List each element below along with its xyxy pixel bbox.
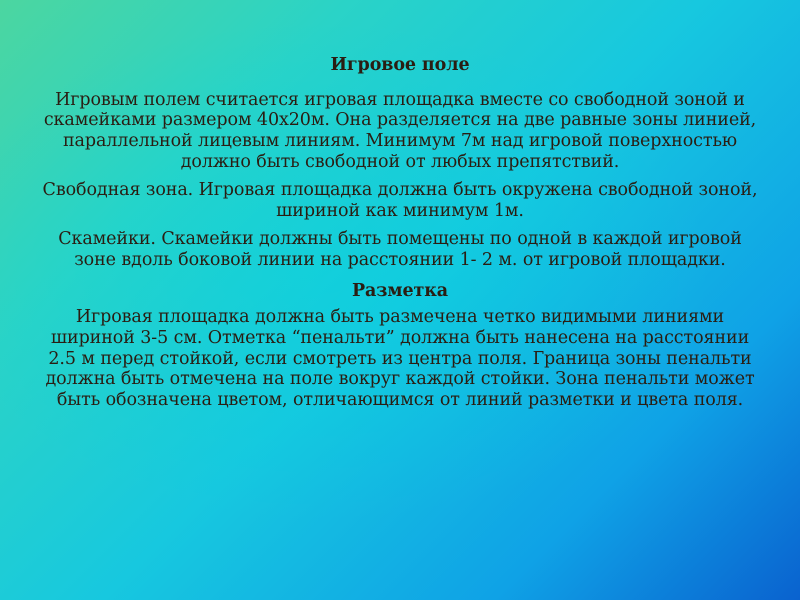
slide-content [38, 55, 762, 411]
paragraph-free-zone: Свободная зона. Игровая площадка должна быть окружена свободной зоной, шириной как минимум 1м. [42, 180, 758, 221]
paragraph-playing-field: Игровым полем считается игровая площадка вместе со свободной зоной и скамейками размером 40х20м. Она разделяется на две равные зоны линией, параллельной лицевым линиям. Минимум 7м над игровой поверхностью должно быть свободной от любых препятствий. [43, 89, 757, 172]
paragraph-markings: Игровая площадка должна быть размечена четко видимыми линиями шириной 3-5 см. Отметка “пенальти” должна быть нанесена на расстоянии 2.5 м перед стойкой, если смотреть из центра поля. Граница зоны пенальти должна быть отмечена на поле вокруг каждой стойки. Зона пенальти может быть обозначена цветом, отличающимся от линий разметки и цвета поля. [45, 307, 755, 410]
heading-playing-field: Игровое поле [330, 55, 470, 75]
heading-markings: Разметка [351, 280, 449, 301]
paragraph-benches: Скамейки. Скамейки должны быть помещены по одной в каждой игровой зоне вдоль боковой линии на расстоянии 1- 2 м. от игровой площадки. [58, 229, 742, 271]
